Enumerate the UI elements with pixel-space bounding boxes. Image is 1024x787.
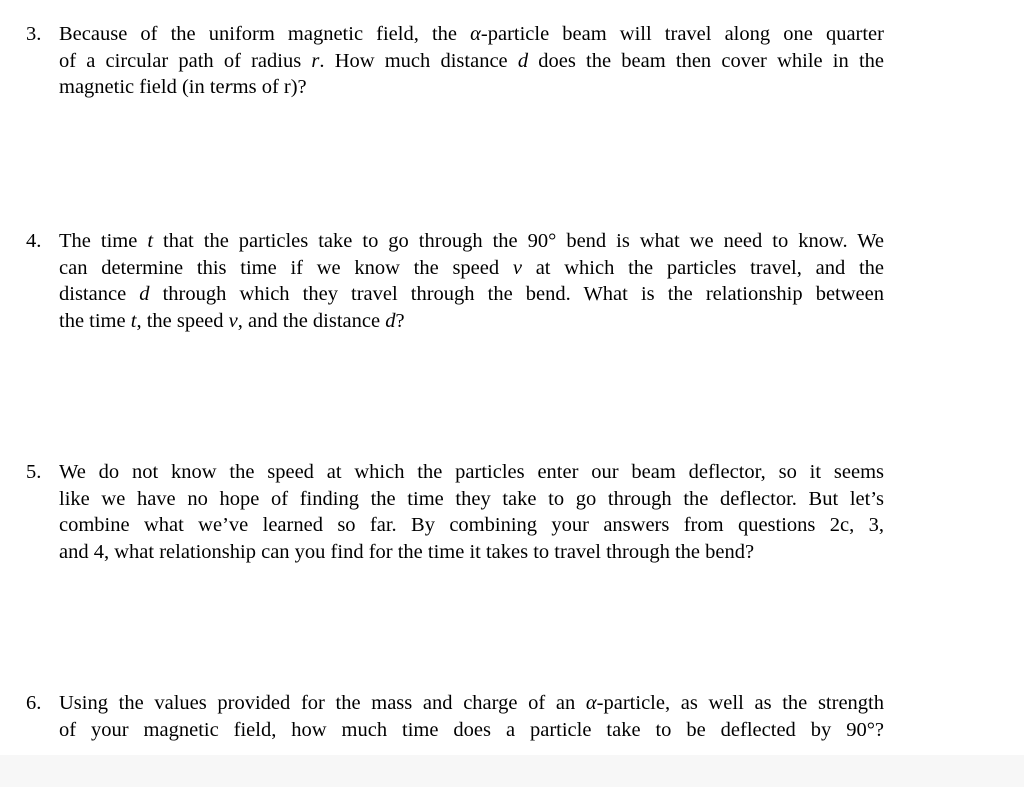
question-number: 6. <box>26 692 42 714</box>
question-line: and 4, what relationship can you find for the time it takes to travel through the bend? <box>59 540 755 563</box>
question-line: Because of the uniform magnetic field, the α-particle beam will travel along one quarter <box>59 23 884 45</box>
question-6 <box>26 690 884 743</box>
question-line: the time t, the speed v, and the distance d? <box>59 309 405 332</box>
question-number: 4. <box>26 230 42 252</box>
question-line: like we have no hope of finding the time they take to go through the deflector. But let’s <box>59 487 884 510</box>
question-line: combine what we’ve learned so far. By combining your answers from questions 2c, 3, <box>59 514 884 536</box>
question-line: The time t that the particles take to go through the 90° bend is what we need to know. We <box>59 230 885 252</box>
question-line: of your magnetic field, how much time does a particle take to be deflected by 90°? <box>59 718 884 741</box>
question-4 <box>26 228 884 334</box>
question-line: We do not know the speed at which the particles enter our beam deflector, so it seems <box>59 461 884 483</box>
question-number: 3. <box>26 23 42 45</box>
question-line: Using the values provided for the mass and charge of an α-particle, as well as the strength <box>59 692 884 714</box>
question-line: distance d through which they travel through the bend. What is the relationship between <box>59 283 884 305</box>
question-line: can determine this time if we know the speed v at which the particles travel, and the <box>59 256 884 279</box>
page-bottom-band <box>0 755 1024 787</box>
question-text <box>59 459 884 565</box>
question-number: 5. <box>26 461 42 483</box>
question-text <box>59 228 884 334</box>
question-3 <box>26 21 884 101</box>
question-line: magnetic field (in terms of r)? <box>59 76 307 98</box>
question-text <box>59 690 884 743</box>
question-5 <box>26 459 884 565</box>
question-line: of a circular path of radius r. How much distance d does the beam then cover while in the <box>59 49 884 72</box>
question-text <box>59 21 884 101</box>
